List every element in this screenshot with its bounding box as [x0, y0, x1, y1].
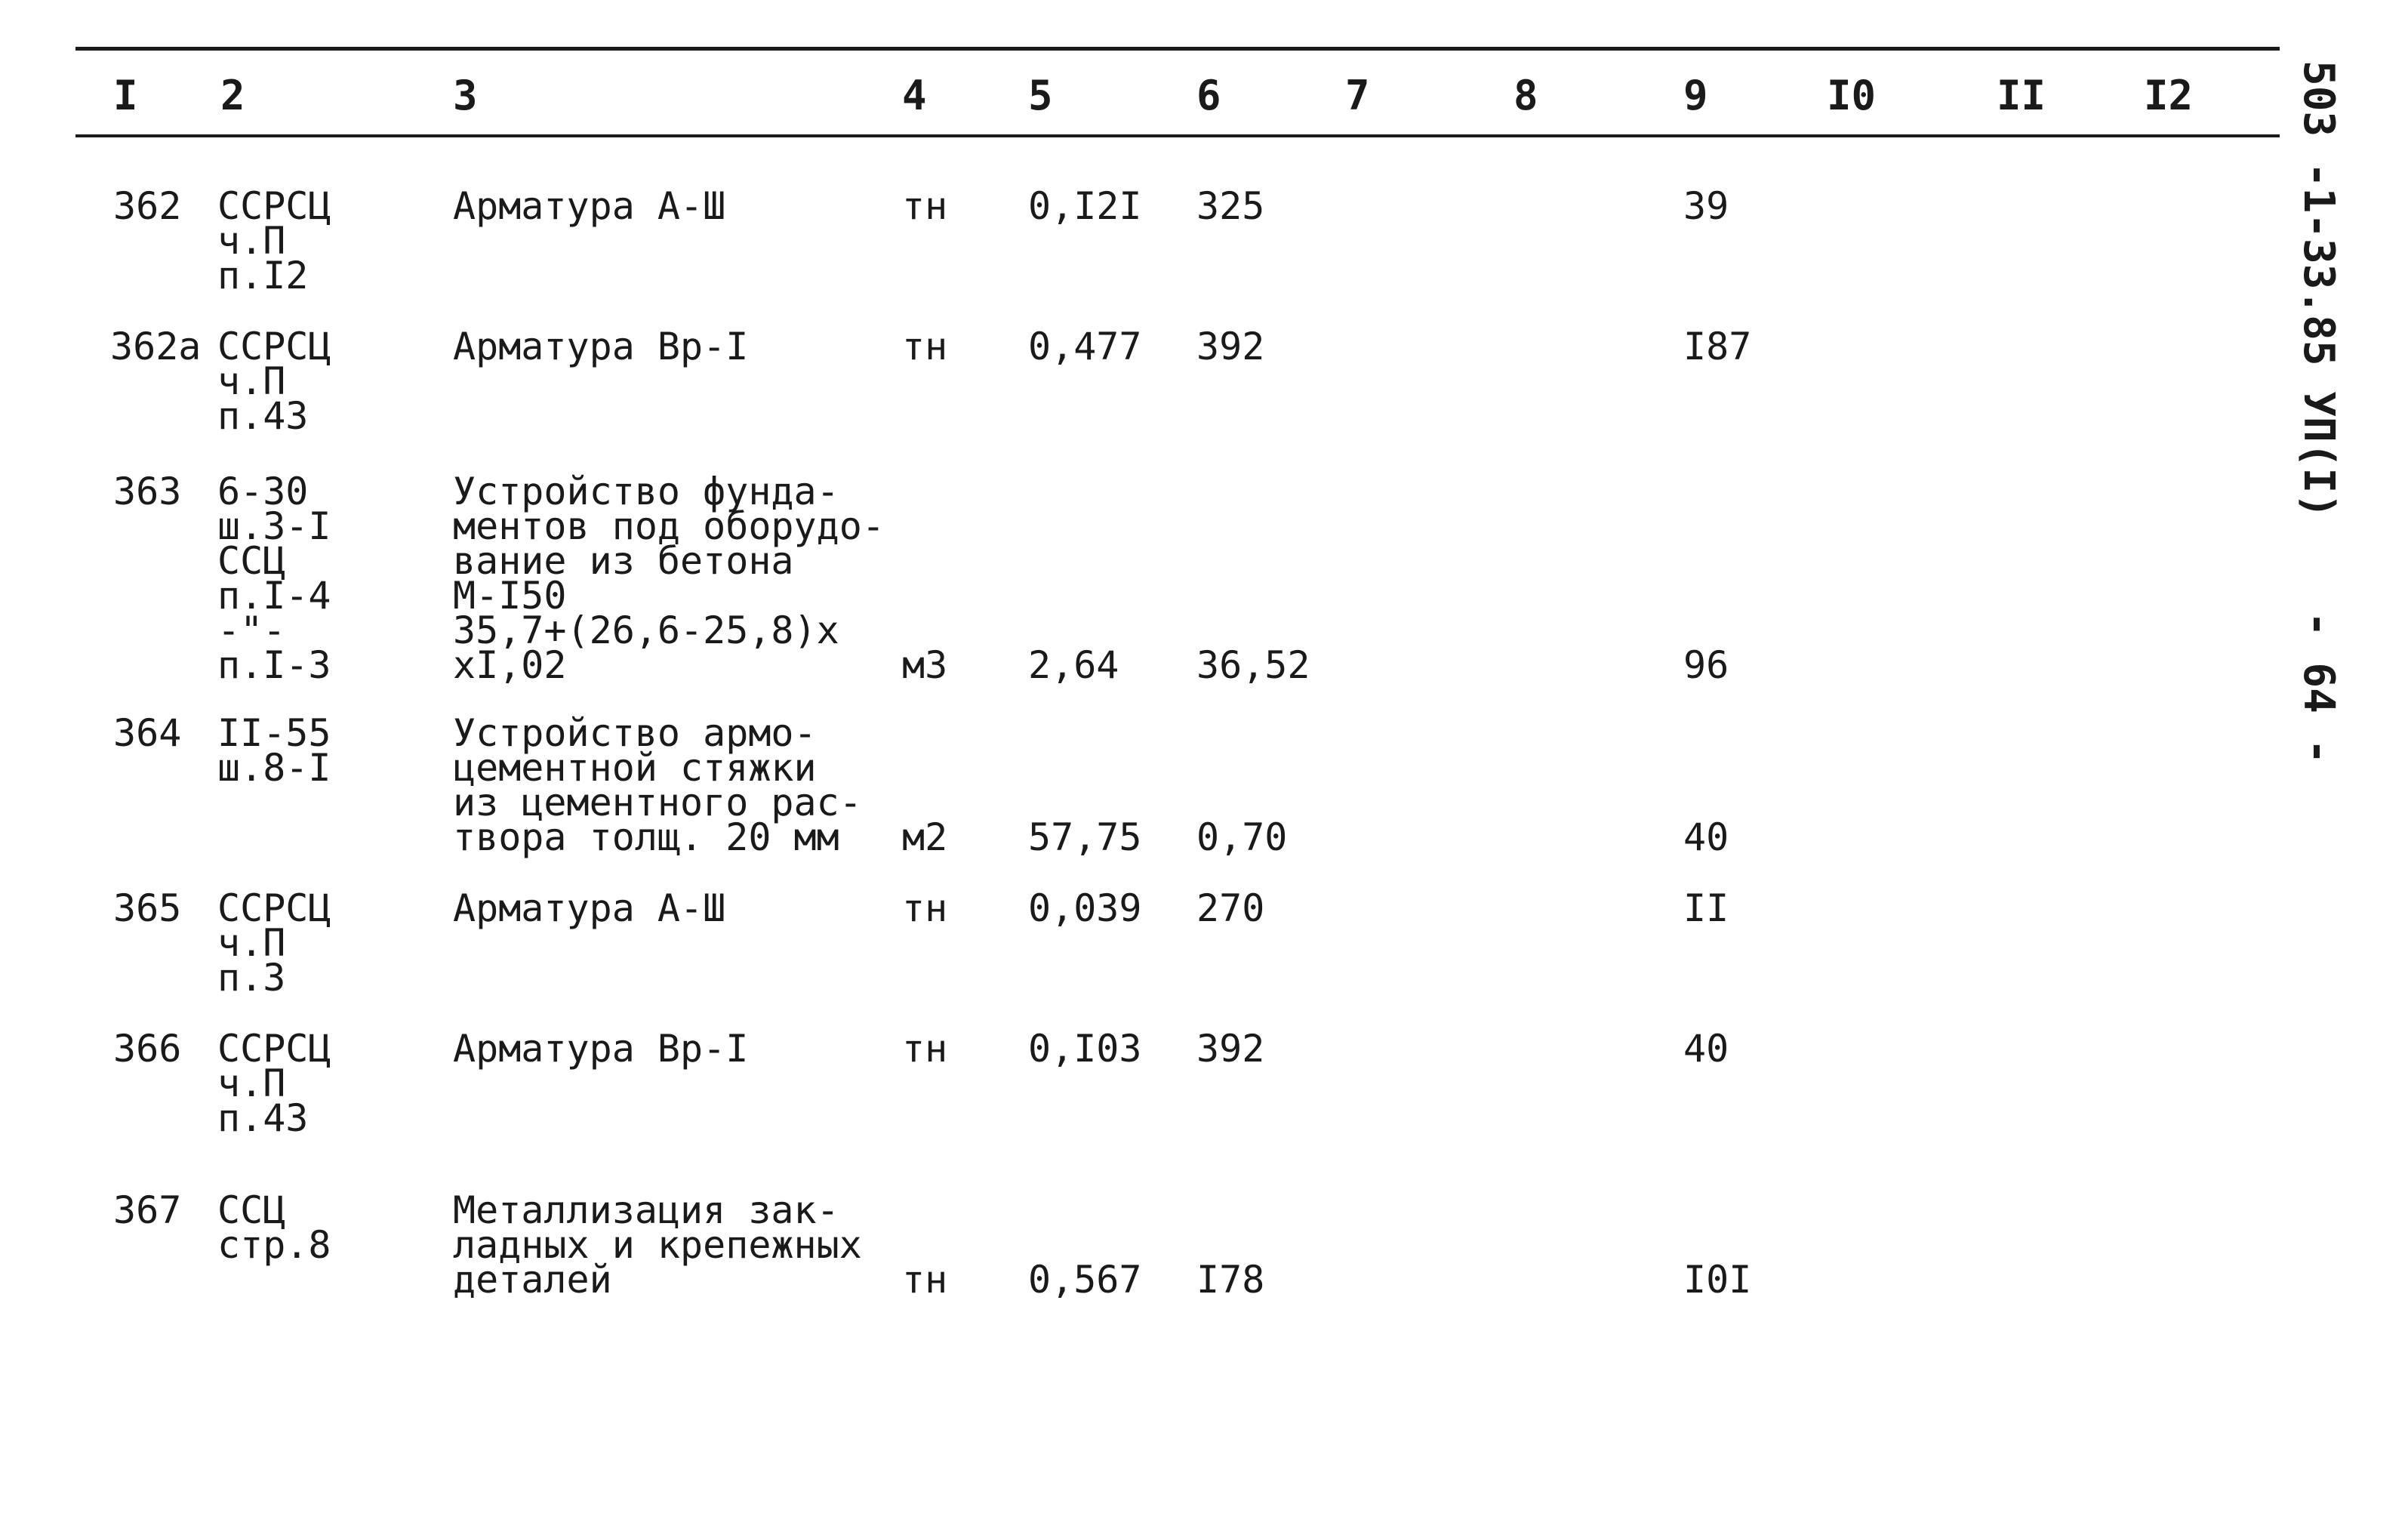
- row-unit: тн: [902, 184, 948, 228]
- row-reference: II-55 ш.8-I: [217, 711, 331, 790]
- row-description: Устройство фундa- ментов под оборудо- вание из бетона М-I50 35,7+(26,6-25,8)х хI,02: [453, 470, 885, 687]
- row-price: 392: [1196, 325, 1265, 368]
- row-description: Арматура А-Ш: [453, 184, 726, 228]
- row-number: 362а: [110, 325, 202, 368]
- column-header: 7: [1345, 72, 1370, 119]
- row-unit: тн: [902, 325, 948, 368]
- row-unit: тн: [902, 1258, 948, 1302]
- row-total: I0I: [1683, 1258, 1752, 1302]
- column-header: 2: [220, 72, 245, 119]
- row-quantity: 0,477: [1028, 325, 1142, 368]
- page-number: - 64 -: [2294, 612, 2343, 765]
- document-code: 503 -1-33.85 УП(I): [2294, 60, 2343, 519]
- row-number: 362: [113, 184, 182, 228]
- row-price: 392: [1196, 1027, 1265, 1071]
- side-margin: [2291, 60, 2344, 815]
- column-header: 4: [902, 72, 927, 119]
- row-quantity: 0,I03: [1028, 1027, 1142, 1071]
- row-description: Устройство армо- цементной стяжки из цементного рас- твора толщ. 20 мм: [453, 711, 862, 859]
- row-unit: тн: [902, 1027, 948, 1071]
- row-quantity: 57,75: [1028, 815, 1142, 859]
- row-price: 0,70: [1196, 815, 1288, 859]
- row-total: 40: [1683, 1027, 1729, 1071]
- row-price: 270: [1196, 886, 1265, 930]
- row-number: 366: [113, 1027, 182, 1071]
- row-description: Арматура Вр-I: [453, 1027, 749, 1071]
- row-reference: 6-30 ш.3-I ССЦ п.I-4 -"- п.I-3: [217, 470, 331, 687]
- column-header: I0: [1827, 72, 1877, 119]
- row-reference: ССРСЦ ч.П п.43: [217, 1027, 331, 1140]
- row-reference: ССРСЦ ч.П п.43: [217, 325, 331, 438]
- column-header: I2: [2144, 72, 2194, 119]
- top-rule: [75, 47, 2280, 51]
- row-reference: ССРСЦ ч.П п.3: [217, 886, 331, 1000]
- column-header: 5: [1028, 72, 1053, 119]
- row-total: II: [1683, 886, 1729, 930]
- row-price: I78: [1196, 1258, 1265, 1302]
- row-number: 363: [113, 470, 182, 513]
- column-header: 3: [453, 72, 478, 119]
- column-header: II: [1997, 72, 2046, 119]
- row-description: Арматура Вр-I: [453, 325, 749, 368]
- column-header: 6: [1196, 72, 1221, 119]
- row-reference: ССЦ стр.8: [217, 1188, 331, 1267]
- row-reference: ССРСЦ ч.П п.I2: [217, 184, 331, 297]
- row-unit: тн: [902, 886, 948, 930]
- row-total: I87: [1683, 325, 1752, 368]
- column-header: 8: [1513, 72, 1538, 119]
- row-total: 40: [1683, 815, 1729, 859]
- row-description: Металлизация зак- ладных и крепежных деталей: [453, 1188, 862, 1302]
- column-header: I: [113, 72, 138, 119]
- row-quantity: 2,64: [1028, 643, 1119, 687]
- row-description: Арматура А-Ш: [453, 886, 726, 930]
- row-number: 364: [113, 711, 182, 755]
- row-unit: м2: [902, 815, 948, 859]
- row-unit: м3: [902, 643, 948, 687]
- header-rule: [75, 134, 2280, 137]
- row-quantity: 0,039: [1028, 886, 1142, 930]
- row-total: 39: [1683, 184, 1729, 228]
- row-total: 96: [1683, 643, 1729, 687]
- row-number: 365: [113, 886, 182, 930]
- row-quantity: 0,567: [1028, 1258, 1142, 1302]
- row-quantity: 0,I2I: [1028, 184, 1142, 228]
- row-number: 367: [113, 1188, 182, 1232]
- column-header: 9: [1683, 72, 1708, 119]
- row-price: 325: [1196, 184, 1265, 228]
- row-price: 36,52: [1196, 643, 1310, 687]
